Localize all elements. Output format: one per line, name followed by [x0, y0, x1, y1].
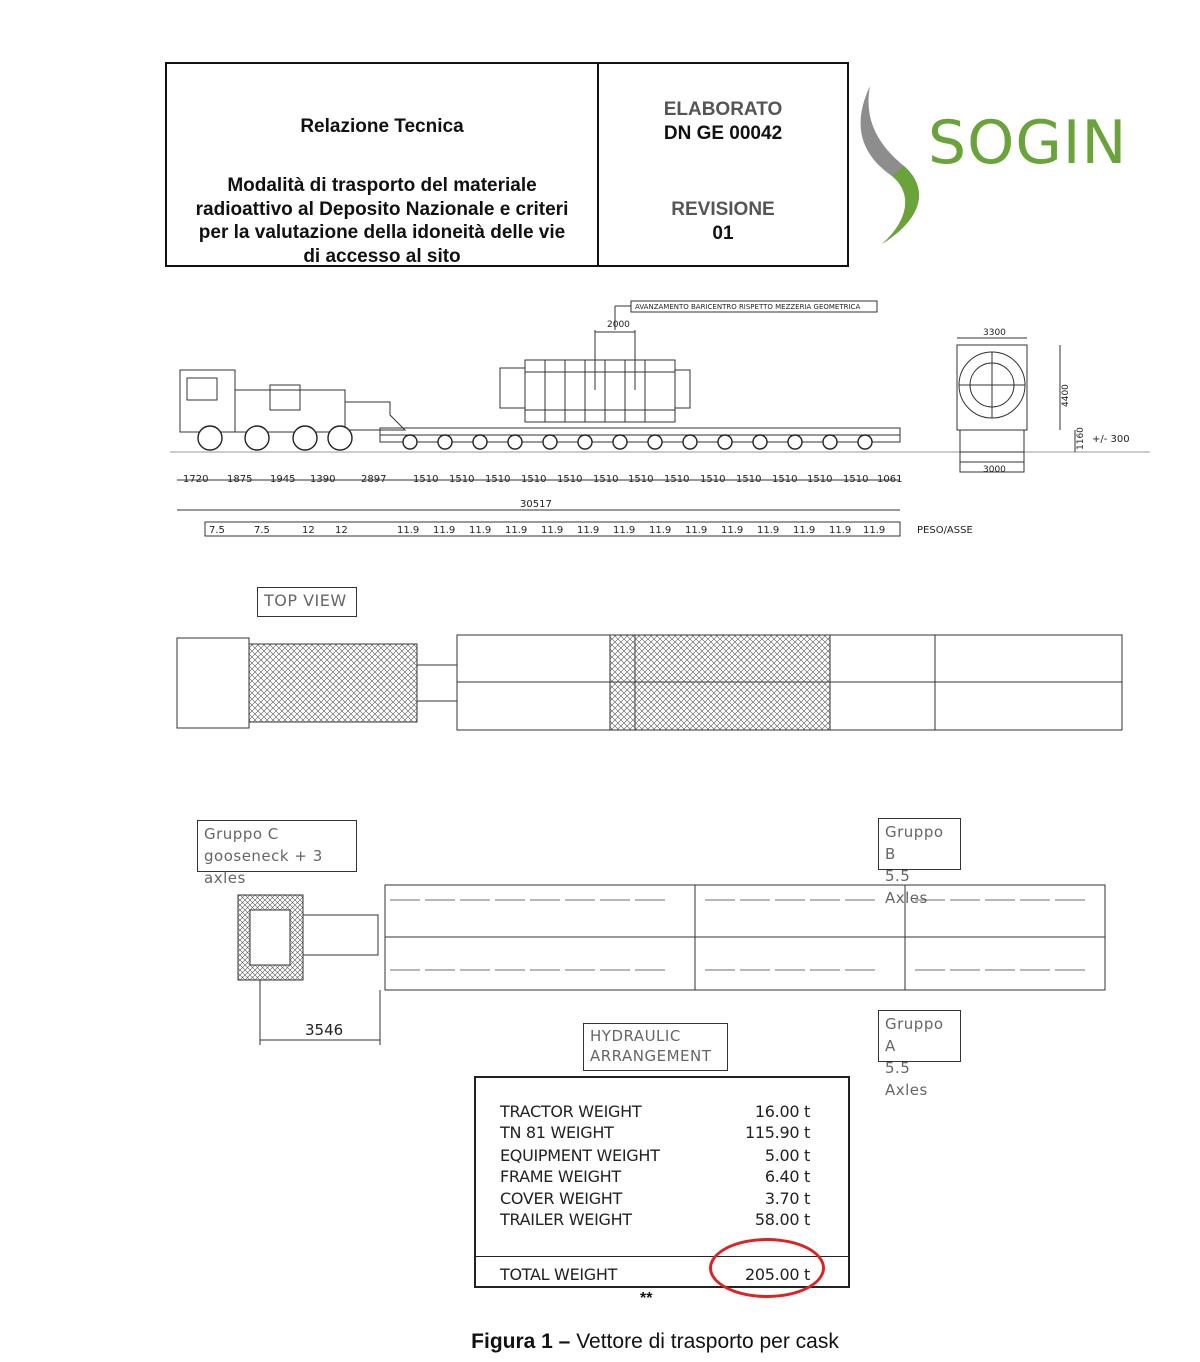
sogin-logo: [852, 84, 1128, 249]
axle-load-label: 7.5: [254, 525, 270, 536]
spacing-label: 1390: [310, 474, 336, 485]
spacing-label: 1061: [877, 474, 903, 485]
front-width-top: 3300: [983, 328, 1006, 338]
spacing-label: 1510: [557, 474, 583, 485]
spacing-label: 2897: [361, 474, 387, 485]
group-b-label: [878, 818, 961, 907]
weight-name: TRACTOR WEIGHT: [500, 1102, 642, 1121]
axle-load-label: 11.9: [685, 525, 708, 536]
figure-caption: [0, 1330, 1200, 1354]
group-b-name: Gruppo B: [885, 823, 944, 863]
spacing-label: 1720: [183, 474, 209, 485]
axle-load-label: 11.9: [649, 525, 672, 536]
axle-load-label: 11.9: [433, 525, 456, 536]
axle-load-title: PESO/ASSE: [917, 525, 973, 536]
front-tolerance: +/- 300: [1092, 434, 1130, 445]
revision-value: 01: [712, 223, 734, 244]
front-width-bottom: 3000: [983, 465, 1006, 475]
axle-load-label: 11.9: [397, 525, 420, 536]
weight-value: 6.40 t: [764, 1167, 810, 1186]
spacing-label: 1510: [664, 474, 690, 485]
spacing-label: 1510: [843, 474, 869, 485]
dimension-label: 3546: [305, 1021, 344, 1039]
report-subtitle: [175, 174, 589, 268]
group-a-desc: 5.5 Axles: [885, 1059, 928, 1099]
axle-load-label: 11.9: [863, 525, 886, 536]
axle-load-label: 11.9: [793, 525, 816, 536]
group-a-name: Gruppo A: [885, 1015, 944, 1055]
axle-load-label: 7.5: [209, 525, 225, 536]
report-type: Relazione Tecnica: [300, 116, 464, 137]
logo-text: SOGIN: [928, 108, 1128, 178]
document-code: DN GE 00042: [663, 123, 783, 144]
title-block: [165, 62, 849, 267]
group-c-label: [197, 820, 357, 887]
footnote-marker: **: [640, 1290, 653, 1307]
report-subtitle-line: di accesso al sito: [303, 245, 461, 267]
axle-load-label: 11.9: [577, 525, 600, 536]
weight-name: COVER WEIGHT: [500, 1189, 622, 1208]
total-weight-name: TOTAL WEIGHT: [500, 1265, 618, 1284]
spacing-label: 1875: [227, 474, 253, 485]
group-c-desc: gooseneck + 3 axles: [204, 847, 323, 887]
document-id: [599, 98, 847, 146]
caption-prefix: Figura 1 –: [471, 1330, 571, 1353]
spacing-label: 1510: [736, 474, 762, 485]
weight-value: 58.00 t: [754, 1210, 810, 1229]
spacing-label: 1510: [593, 474, 619, 485]
spacing-label: 1510: [521, 474, 547, 485]
weight-value: 3.70 t: [764, 1189, 810, 1208]
report-subtitle-line: per la valutazione della idoneità delle vie: [198, 222, 566, 243]
tractor-cab: [180, 370, 235, 432]
axle-load-label: 11.9: [721, 525, 744, 536]
side-view-drawing: [165, 290, 1155, 555]
axle-load-label: 11.9: [541, 525, 564, 536]
report-subtitle-line: Modalità di trasporto del materiale: [227, 175, 537, 196]
top-view-label: TOP VIEW: [257, 587, 357, 617]
cask-body: [525, 360, 675, 422]
weight-name: EQUIPMENT WEIGHT: [500, 1146, 660, 1165]
spacing-label: 1945: [270, 474, 296, 485]
revision: [599, 198, 847, 246]
weight-value: 16.00 t: [754, 1102, 810, 1121]
spacing-label: 1510: [449, 474, 475, 485]
group-b-desc: 5.5 Axles: [885, 867, 928, 907]
axle-load-label: 11.9: [613, 525, 636, 536]
axle-load-label: 12: [335, 525, 348, 536]
total-highlight-ring: [709, 1238, 825, 1298]
weight-name: FRAME WEIGHT: [500, 1167, 621, 1186]
spacing-label: 1510: [628, 474, 654, 485]
front-deck-height: 1160: [1076, 427, 1086, 450]
spacing-label: 1510: [807, 474, 833, 485]
weight-value: 5.00 t: [764, 1146, 810, 1165]
spacing-label: 1510: [772, 474, 798, 485]
weight-name: TRAILER WEIGHT: [500, 1210, 632, 1229]
cg-note-label: AVANZAMENTO BARICENTRO RISPETTO MEZZERIA GEOMETRICA: [635, 303, 861, 311]
document-label: ELABORATO: [663, 99, 783, 120]
total-length-label: 30517: [520, 499, 552, 510]
spacing-label: 1510: [413, 474, 439, 485]
spacing-label: 1510: [485, 474, 511, 485]
hydraulic-line1: HYDRAULIC: [590, 1027, 681, 1045]
caption-text: Vettore di trasporto per cask: [570, 1330, 839, 1353]
report-subtitle-line: radioattivo al Deposito Nazionale e criteri: [195, 198, 569, 220]
weight-name: TN 81 WEIGHT: [500, 1123, 614, 1142]
spacing-label: 1510: [700, 474, 726, 485]
group-c-name: Gruppo C: [204, 825, 279, 843]
axle-load-label: 11.9: [505, 525, 528, 536]
axle-load-label: 11.9: [829, 525, 852, 536]
axle-load-label: 11.9: [469, 525, 492, 536]
hydraulic-line2: ARRANGEMENT: [590, 1047, 712, 1065]
wheel-group: [198, 426, 872, 450]
front-height: 4400: [1061, 384, 1071, 407]
top-view-drawing: [165, 630, 1130, 735]
axle-load-label: 11.9: [757, 525, 780, 536]
revision-label: REVISIONE: [671, 199, 775, 220]
weight-value: 115.90 t: [745, 1123, 810, 1142]
cg-offset-label: 2000: [607, 320, 630, 330]
hydraulic-arrangement-label: [583, 1023, 728, 1071]
axle-load-label: 12: [302, 525, 315, 536]
tractor-top: [177, 638, 249, 728]
total-weight-value: 205.00 t: [745, 1265, 810, 1284]
